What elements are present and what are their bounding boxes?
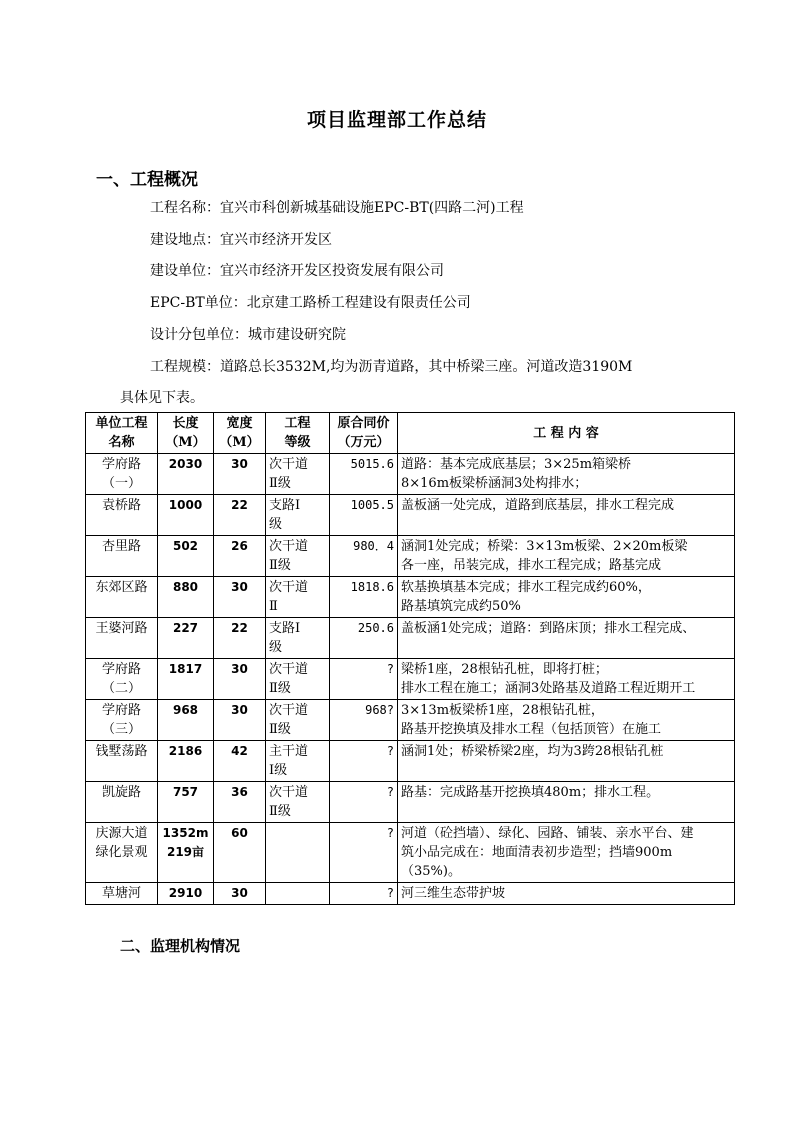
section-heading-supervision: 二、监理机构情况 [120,937,241,955]
cell-unit-name: 学府路 （一） [86,454,158,495]
cell-price: 1005.5 [330,495,398,536]
header-content: 工 程 内 容 [398,413,735,454]
table-row [86,782,735,823]
cell-unit-name: 草塘河 [86,883,158,905]
info-epc-unit: EPC-BT单位：北京建工路桥工程建设有限责任公司 [150,295,471,311]
cell-length: 227 [158,618,214,659]
table-row [86,741,735,782]
cell-unit-name: 东郊区路 [86,577,158,618]
cell-price: ? [330,741,398,782]
table-row [86,823,735,883]
cell-content: 涵洞1处完成；桥梁：3×13m板梁、2×20m板梁 各一座，吊装完成，排水工程完成；路基完成 [398,536,735,577]
cell-width: 30 [214,454,266,495]
cell-length: 968 [158,700,214,741]
cell-unit-name: 王婆河路 [86,618,158,659]
cell-width: 30 [214,700,266,741]
cell-content: 河道（砼挡墙）、绿化、园路、铺装、亲水平台、建 筑小品完成在：地面清表初步造型；挡墙900m （35%)。 [398,823,735,883]
cell-width: 60 [214,823,266,883]
cell-length: 1817 [158,659,214,700]
table-row [86,659,735,700]
cell-width: 26 [214,536,266,577]
cell-width: 22 [214,495,266,536]
cell-length: 1352m 219亩 [158,823,214,883]
cell-grade: 次干道 Ⅱ级 [266,782,330,823]
cell-price: ? [330,782,398,823]
cell-width: 30 [214,883,266,905]
cell-content: 梁桥1座，28根钻孔桩，即将打桩； 排水工程在施工；涵洞3处路基及道路工程近期开工 [398,659,735,700]
project-table [85,412,735,905]
cell-grade [266,823,330,883]
cell-unit-name: 袁桥路 [86,495,158,536]
cell-length: 2910 [158,883,214,905]
cell-grade: 次干道 Ⅱ级 [266,700,330,741]
table-row [86,883,735,905]
cell-content: 涵洞1处；桥梁桥梁2座，均为3跨28根钻孔桩 [398,741,735,782]
header-length: 长度 （M） [158,413,214,454]
cell-grade: 支路Ⅰ 级 [266,495,330,536]
cell-width: 22 [214,618,266,659]
cell-width: 30 [214,577,266,618]
table-row [86,495,735,536]
header-width: 宽度 （M） [214,413,266,454]
cell-grade: 支路Ⅰ 级 [266,618,330,659]
table-row [86,577,735,618]
info-location: 建设地点：宜兴市经济开发区 [150,232,332,248]
cell-width: 36 [214,782,266,823]
cell-unit-name: 庆源大道 绿化景观 [86,823,158,883]
info-design-unit: 设计分包单位：城市建设研究院 [150,327,346,343]
cell-unit-name: 凯旋路 [86,782,158,823]
table-row [86,454,735,495]
cell-length: 502 [158,536,214,577]
cell-content: 路基：完成路基开挖换填480m；排水工程。 [398,782,735,823]
header-unit-name: 单位工程 名称 [86,413,158,454]
cell-price: 968? [330,700,398,741]
cell-length: 2186 [158,741,214,782]
info-see-table: 具体见下表。 [120,390,204,406]
cell-price: ? [330,823,398,883]
cell-price: 5015.6 [330,454,398,495]
info-owner: 建设单位：宜兴市经济开发区投资发展有限公司 [150,263,444,279]
cell-price: ? [330,883,398,905]
cell-content: 软基换填基本完成；排水工程完成约60%， 路基填筑完成约50% [398,577,735,618]
cell-grade: 次干道 Ⅱ级 [266,454,330,495]
info-scale: 工程规模：道路总长3532M,均为沥青道路，其中桥梁三座。河道改造3190M [150,359,633,375]
cell-length: 2030 [158,454,214,495]
cell-price: 250.6 [330,618,398,659]
table-row [86,700,735,741]
cell-unit-name: 学府路 （二） [86,659,158,700]
cell-price: ? [330,659,398,700]
cell-length: 880 [158,577,214,618]
cell-content: 盖板涵1处完成；道路：到路床顶；排水工程完成、 [398,618,735,659]
cell-grade: 主干道 Ⅰ级 [266,741,330,782]
cell-grade: 次干道 Ⅱ级 [266,536,330,577]
cell-price: 1818.6 [330,577,398,618]
cell-unit-name: 杏里路 [86,536,158,577]
cell-width: 30 [214,659,266,700]
cell-content: 道路：基本完成底基层；3×25m箱梁桥 8×16m板梁桥涵洞3处构排水； [398,454,735,495]
info-project-name: 工程名称：宜兴市科创新城基础设施EPC-BT(四路二河)工程 [150,200,524,216]
section-heading-overview: 一、工程概况 [96,170,198,190]
header-price: 原合同价 （万元） [330,413,398,454]
table-row [86,618,735,659]
header-grade: 工程 等级 [266,413,330,454]
table-header-row [86,413,735,454]
cell-length: 1000 [158,495,214,536]
cell-grade: 次干道 Ⅱ级 [266,659,330,700]
cell-unit-name: 学府路 （三） [86,700,158,741]
cell-content: 盖板涵一处完成，道路到底基层，排水工程完成 [398,495,735,536]
cell-unit-name: 钱墅荡路 [86,741,158,782]
cell-content: 3×13m板梁桥1座，28根钻孔桩， 路基开挖换填及排水工程（包括顶管）在施工 [398,700,735,741]
table-row [86,536,735,577]
cell-grade [266,883,330,905]
cell-length: 757 [158,782,214,823]
cell-price: 980．4 [330,536,398,577]
cell-grade: 次干道 Ⅱ [266,577,330,618]
document-title: 项目监理部工作总结 [306,109,487,131]
cell-content: 河三维生态带护坡 [398,883,735,905]
cell-width: 42 [214,741,266,782]
